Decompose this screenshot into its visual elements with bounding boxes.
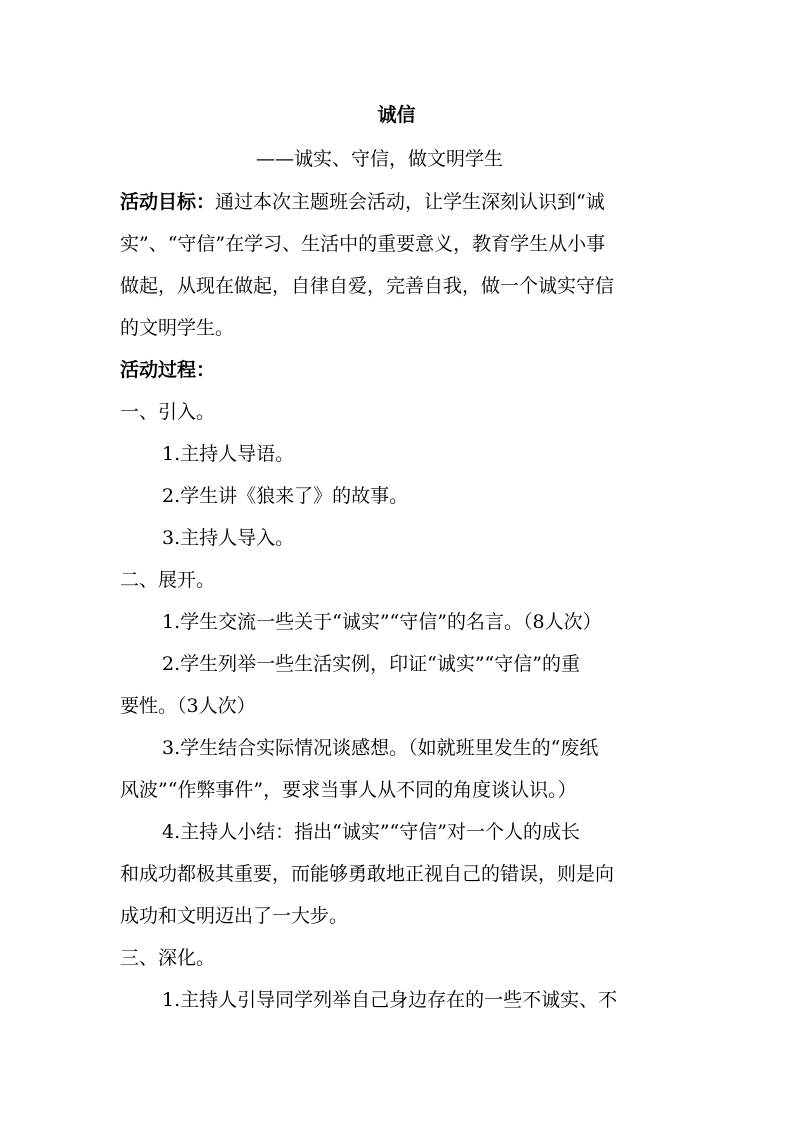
- list-item: 1.主持人导语。: [162, 443, 295, 465]
- goal-paragraph-line-1: [120, 189, 680, 215]
- list-item: 2.学生列举一些生活实例，印证“诚实”“守信”的重: [162, 653, 580, 675]
- section-heading-deepen: 三、深化。: [120, 947, 216, 969]
- section-heading-intro: 一、引入。: [120, 401, 216, 423]
- goal-text-1: 通过本次主题班会活动，让学生深刻认识到“诚: [215, 191, 605, 213]
- goal-text-3: 做起，从现在做起，自律自爱，完善自我，做一个诚实守信: [120, 275, 615, 297]
- section-heading-expand: 二、展开。: [120, 569, 216, 591]
- goal-text-2: 实”、“守信”在学习、生活中的重要意义，教育学生从小事: [120, 233, 606, 255]
- list-item: 3.学生结合实际情况谈感想。（如就班里发生的“废纸: [162, 737, 599, 759]
- goal-label: 活动目标：: [120, 191, 216, 213]
- list-item-continuation: 风波”“作弊事件”，要求当事人从不同的角度谈认识。）: [120, 779, 577, 801]
- list-item: 3.主持人导入。: [162, 527, 295, 549]
- list-item: 1.主持人引导同学列举自己身边存在的一些不诚实、不: [162, 989, 618, 1011]
- list-item: 2.学生讲《狼来了》的故事。: [162, 485, 409, 507]
- process-label: 活动过程：: [120, 359, 216, 381]
- page-subtitle: ——诚实、守信，做文明学生: [256, 148, 504, 170]
- list-item: 1.学生交流一些关于“诚实”“守信”的名言。（8人次）: [162, 611, 602, 633]
- list-item-continuation: 成功和文明迈出了一大步。: [120, 905, 349, 927]
- list-item: 4.主持人小结：指出“诚实”“守信”对一个人的成长: [162, 821, 580, 843]
- page-title: 诚信: [377, 104, 416, 126]
- goal-text-4: 的文明学生。: [120, 317, 235, 339]
- list-item-continuation: 要性。（3人次）: [120, 695, 256, 717]
- list-item-continuation: 和成功都极其重要，而能够勇敢地正视自己的错误，则是向: [120, 863, 615, 885]
